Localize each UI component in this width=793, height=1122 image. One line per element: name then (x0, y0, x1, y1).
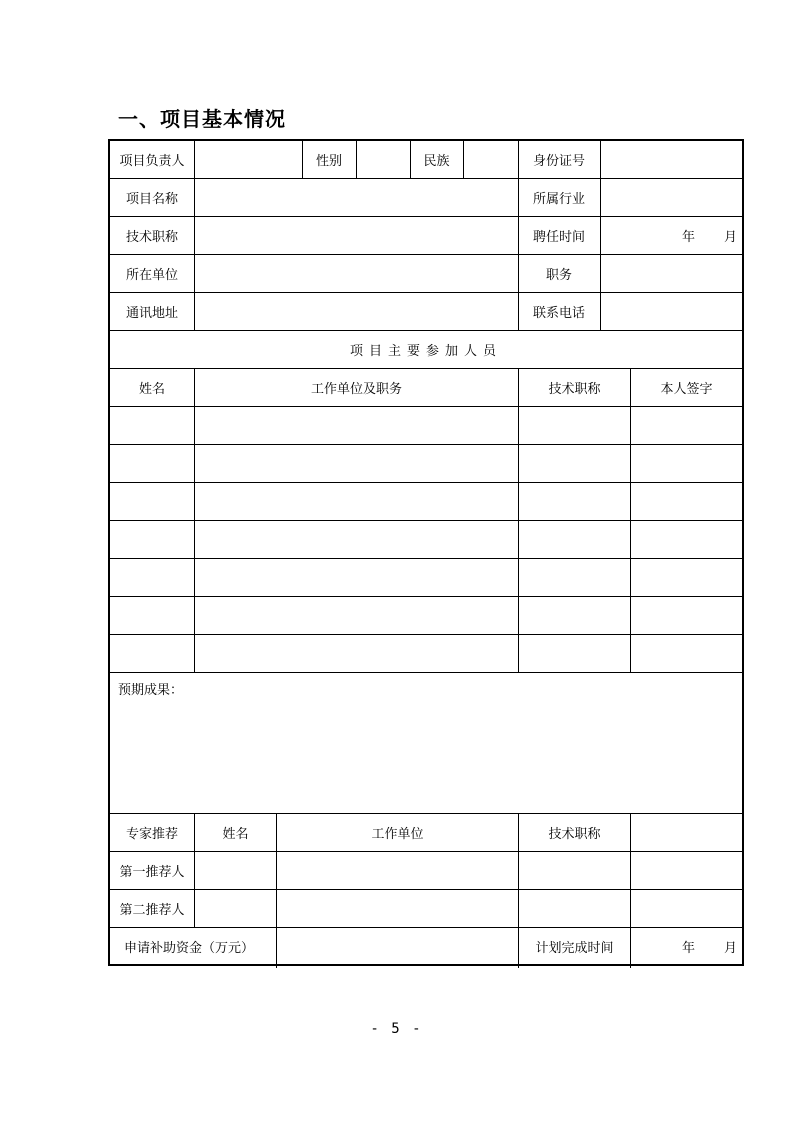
first-recommender-row[interactable] (195, 852, 742, 889)
funding-label: 申请补助资金（万元） (124, 940, 255, 956)
hire-year-label: 年 (682, 230, 696, 245)
field-id-number[interactable] (601, 141, 742, 178)
table-row[interactable] (110, 483, 742, 520)
field-gender[interactable] (357, 141, 410, 178)
participants-title: 项目主要参加人员 (349, 344, 502, 359)
field-tech-title[interactable] (195, 217, 518, 254)
field-project-name[interactable] (195, 179, 518, 216)
plan-time-label: 计划完成时间 (535, 940, 614, 956)
label-position: 职务 (545, 268, 572, 283)
label-tech-title: 技术职称 (125, 230, 178, 245)
field-leader[interactable] (195, 141, 302, 178)
participants-header-name: 姓名 (138, 382, 165, 397)
second-recommender-row[interactable] (195, 890, 742, 927)
field-phone[interactable] (601, 293, 742, 330)
label-hire-time: 聘任时间 (532, 230, 585, 245)
field-position[interactable] (601, 255, 742, 292)
expert-header-blank[interactable] (631, 814, 742, 851)
label-id-number: 身份证号 (532, 154, 585, 169)
expected-results-label: 预期成果： (118, 683, 184, 698)
second-recommender-label: 第二推荐人 (119, 903, 185, 918)
table-row[interactable] (110, 635, 742, 672)
label-gender: 性别 (315, 154, 342, 169)
expert-header-title: 技术职称 (548, 827, 601, 842)
table-row[interactable] (110, 521, 742, 558)
table-row[interactable] (110, 445, 742, 482)
field-industry[interactable] (601, 179, 742, 216)
hire-month-label: 月 (724, 230, 738, 245)
section-title: 一、项目基本情况 (118, 107, 286, 131)
participants-header-signature: 本人签字 (660, 382, 713, 397)
plan-month-label: 月 (724, 940, 738, 956)
table-row[interactable] (110, 407, 742, 444)
expert-header-unit: 工作单位 (371, 827, 424, 842)
field-ethnicity[interactable] (464, 141, 518, 178)
funding-amount-field[interactable] (277, 928, 518, 964)
page-number: - 5 - (370, 1021, 423, 1037)
participants-header-unit: 工作单位及职务 (310, 382, 402, 397)
project-info-form (108, 139, 744, 966)
label-project-name: 项目名称 (125, 192, 178, 207)
table-row[interactable] (110, 559, 742, 596)
label-ethnicity: 民族 (423, 154, 450, 169)
table-row[interactable] (110, 597, 742, 634)
label-industry: 所属行业 (532, 192, 585, 207)
expert-recommend-label: 专家推荐 (125, 827, 178, 842)
label-address: 通讯地址 (125, 306, 178, 321)
first-recommender-label: 第一推荐人 (119, 865, 185, 880)
field-address[interactable] (195, 293, 518, 330)
label-phone: 联系电话 (532, 306, 585, 321)
plan-year-label: 年 (682, 940, 696, 956)
label-leader: 项目负责人 (119, 154, 185, 169)
label-employer: 所在单位 (125, 268, 178, 283)
expert-header-name: 姓名 (222, 827, 249, 842)
participants-header-title: 技术职称 (548, 382, 601, 397)
field-employer[interactable] (195, 255, 518, 292)
